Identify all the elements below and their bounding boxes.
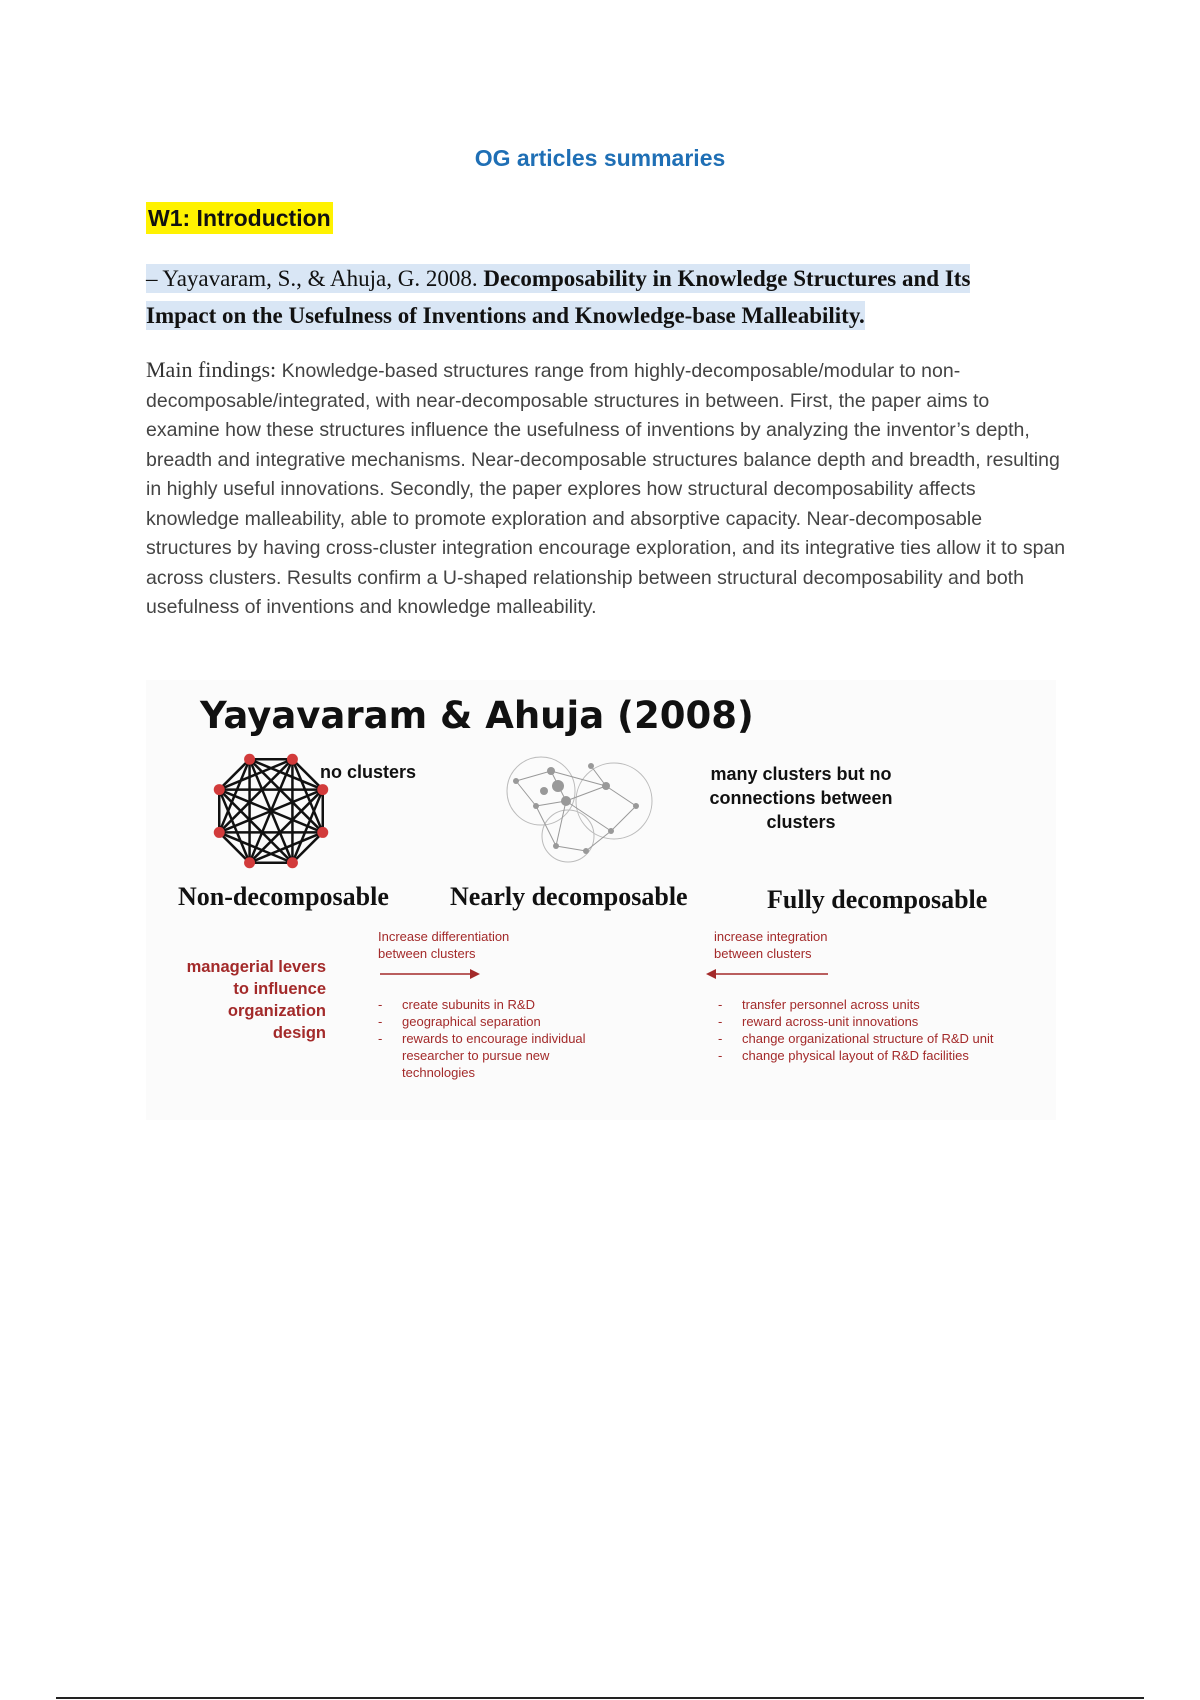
network-edge xyxy=(219,759,292,832)
findings-lead: Main findings: xyxy=(146,357,282,382)
week-heading: W1: Introduction xyxy=(146,202,333,234)
integration-line: between clusters xyxy=(714,946,812,961)
document-title: OG articles summaries xyxy=(474,145,726,171)
network-edge xyxy=(219,759,249,789)
network-edge xyxy=(250,759,323,832)
integration-line: increase integration xyxy=(714,929,828,944)
list-item: - geographical separation xyxy=(378,1013,618,1030)
arrow-right-icon xyxy=(380,968,480,980)
network-node xyxy=(287,857,298,868)
network-node xyxy=(287,754,298,765)
network-node xyxy=(214,827,225,838)
network-edge xyxy=(219,832,249,862)
reference-article-title: Decomposability in Knowledge Structures and Its Impact on the Usefulness of Inventions and Knowledge-base Malleability. xyxy=(146,266,971,328)
label-non-decomposable: Non-decomposable xyxy=(178,882,389,911)
levers-line: to influence xyxy=(233,980,326,998)
differentiation-heading xyxy=(378,928,509,962)
list-item: - change organizational structure of R&D unit xyxy=(718,1030,1038,1047)
page-bottom-rule xyxy=(56,1697,1144,1699)
main-findings xyxy=(146,355,1066,623)
reference xyxy=(146,260,1046,334)
list-item: - change physical layout of R&D facilities xyxy=(718,1047,1038,1064)
managerial-levers-label xyxy=(166,956,326,1044)
many-clusters-line: many clusters but no xyxy=(710,764,892,784)
many-clusters-label xyxy=(706,762,896,834)
reference-highlight xyxy=(146,264,970,330)
network-node xyxy=(214,784,225,795)
network-edge xyxy=(292,759,322,789)
network-node xyxy=(244,857,255,868)
list-item: - transfer personnel across units xyxy=(718,996,1038,1013)
no-clusters-label: no clusters xyxy=(320,762,417,782)
network-node xyxy=(317,827,328,838)
list-item: - reward across-unit innovations xyxy=(718,1013,1038,1030)
findings-text: Knowledge-based structures range from highly-decomposable/modular to non-decomposable/integrated, with near-decomposable structures in between. First, the paper aims to examine how these structures influence the usefulness of inventions by analyzing the inventor’s depth, breadth and integrative mechanisms. Near-decomposable structures balance depth and breadth, resulting in highly useful innovations. Secondly, the paper explores how structural decomposability affects knowledge malleability, able to promote exploration and absorptive capacity. Near-decomposable structures by having cross-cluster integration encourage exploration, and its integrative ties allow it to span across clusters. Results confirm a U-shaped relationship between structural decomposability and both usefulness of inventions and knowledge malleability. xyxy=(146,360,1066,618)
arrow-left-icon xyxy=(706,968,828,980)
integration-heading xyxy=(714,928,827,962)
network-edge xyxy=(292,832,322,862)
figure-title: Yayavaram & Ahuja (2008) xyxy=(200,694,754,737)
list-item: - rewards to encourage individual researcher to pursue new technologies xyxy=(378,1030,592,1081)
label-nearly-decomposable: Nearly decomposable xyxy=(450,882,688,911)
network-node xyxy=(317,784,328,795)
network-edge xyxy=(250,790,323,863)
network-nearly-decomposable-diagram xyxy=(496,746,666,871)
label-fully-decomposable: Fully decomposable xyxy=(767,885,988,914)
levers-line: organization xyxy=(227,1002,326,1020)
levers-line: managerial levers xyxy=(186,958,326,976)
differentiation-line: between clusters xyxy=(378,946,476,961)
network-edge xyxy=(219,790,292,863)
integration-list xyxy=(718,996,1038,1064)
many-clusters-line: connections between xyxy=(709,788,893,808)
differentiation-list xyxy=(378,996,618,1081)
figure-decomposability xyxy=(146,680,1056,1120)
network-non-decomposable-diagram xyxy=(206,746,336,876)
many-clusters-line: clusters xyxy=(766,812,836,832)
differentiation-line: Increase differentiation xyxy=(378,929,510,944)
network-node xyxy=(244,754,255,765)
list-item: - create subunits in R&D xyxy=(378,996,618,1013)
levers-line: design xyxy=(272,1024,326,1042)
reference-authors: – Yayavaram, S., & Ahuja, G. 2008. xyxy=(146,266,484,291)
